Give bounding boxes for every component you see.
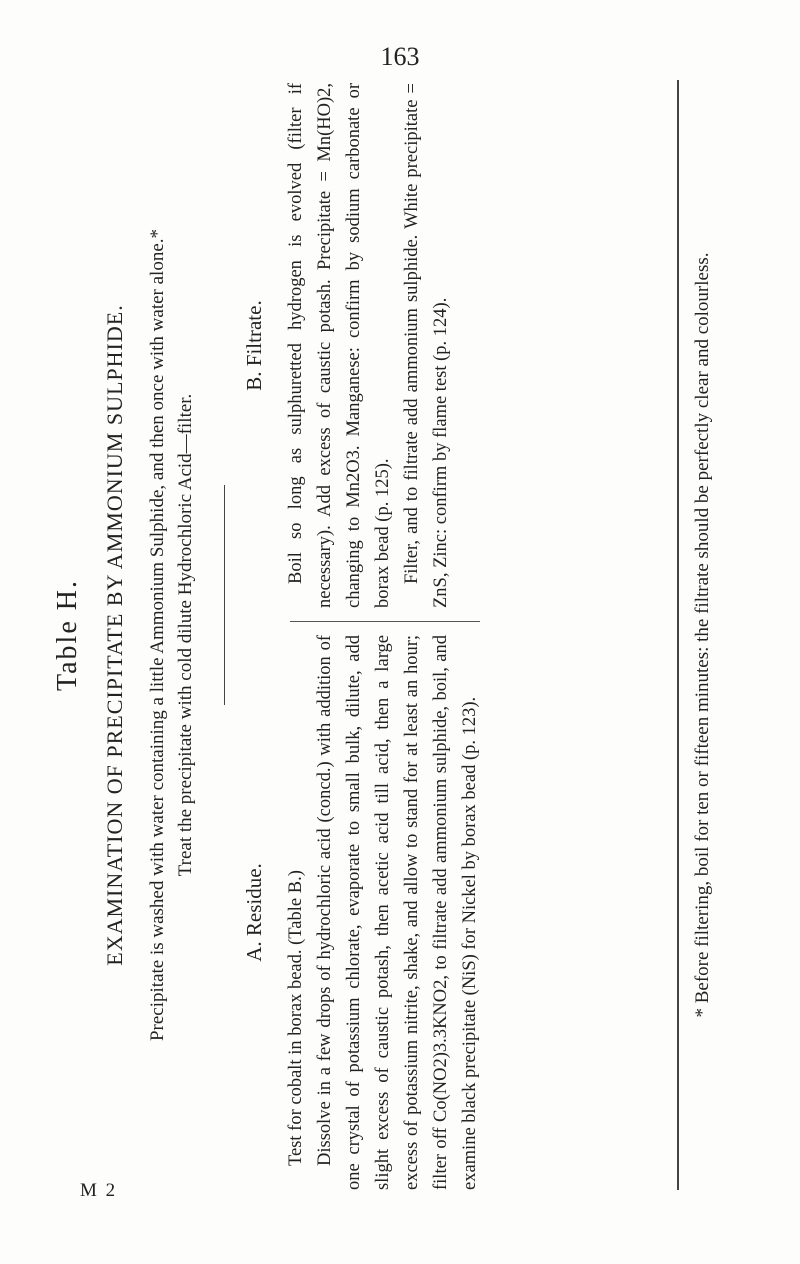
top-rule xyxy=(224,485,225,705)
column-b-paragraph-1: Boil so long as sulphuretted hydrogen is evolved (filter if necessary). Add excess of caustic potash. Precipitate = Mn(HO)2, changing to Mn2O3. Manganese: confirm by sodium carbonate or borax bead (p. 125). xyxy=(286,83,393,608)
page-number: 163 xyxy=(380,42,420,71)
footnote: * Before filtering, boil for ten or fifteen minutes: the filtrate should be perfectly clear and colourless. xyxy=(692,252,713,1018)
table-title: Table H. xyxy=(52,579,83,692)
column-b-paragraph-2: Filter, and to filtrate add ammonium sulphide. White precipitate = ZnS, Zinc: confirm by flame test (p. 124). xyxy=(402,83,451,608)
intro-line-1: Precipitate is washed with water containing a little Ammonium Sulphide, and then once with water alone.* xyxy=(147,228,168,1042)
column-a-paragraph-2: Dissolve in a few drops of hydrochloric acid (concd.) with addition of one crystal of potassium chlorate, evaporate to small bulk, dilute, add slight excess of caustic potash, then acetic acid till acid, then a large excess of potassium nitrite, shake, and allow to stand for at least an hour; filter off Co(NO2)3.3KNO2, to filtrate add ammonium sulphide, boil, and examine black precipitate (NiS) for Nickel by borax bead (p. 123). xyxy=(315,635,480,1190)
bottom-rule xyxy=(677,80,679,1190)
signature-mark: M 2 xyxy=(80,1180,118,1201)
intro-text xyxy=(144,80,200,1190)
column-a-text xyxy=(282,635,485,1190)
column-b-text xyxy=(282,83,456,608)
column-filtrate xyxy=(242,83,456,608)
column-b-heading: B. Filtrate. xyxy=(242,300,266,391)
intro-line-2: Treat the precipitate with cold dilute Hydrochloric Acid—filter. xyxy=(175,393,196,877)
rotated-table xyxy=(52,80,752,1190)
main-heading: EXAMINATION OF PRECIPITATE BY AMMONIUM SULPHIDE. xyxy=(102,304,127,966)
column-a-heading: A. Residue. xyxy=(242,863,266,962)
column-residue xyxy=(242,635,485,1190)
column-divider xyxy=(290,621,480,622)
column-a-paragraph-1: Test for cobalt in borax bead. (Table B.) xyxy=(286,870,306,1166)
